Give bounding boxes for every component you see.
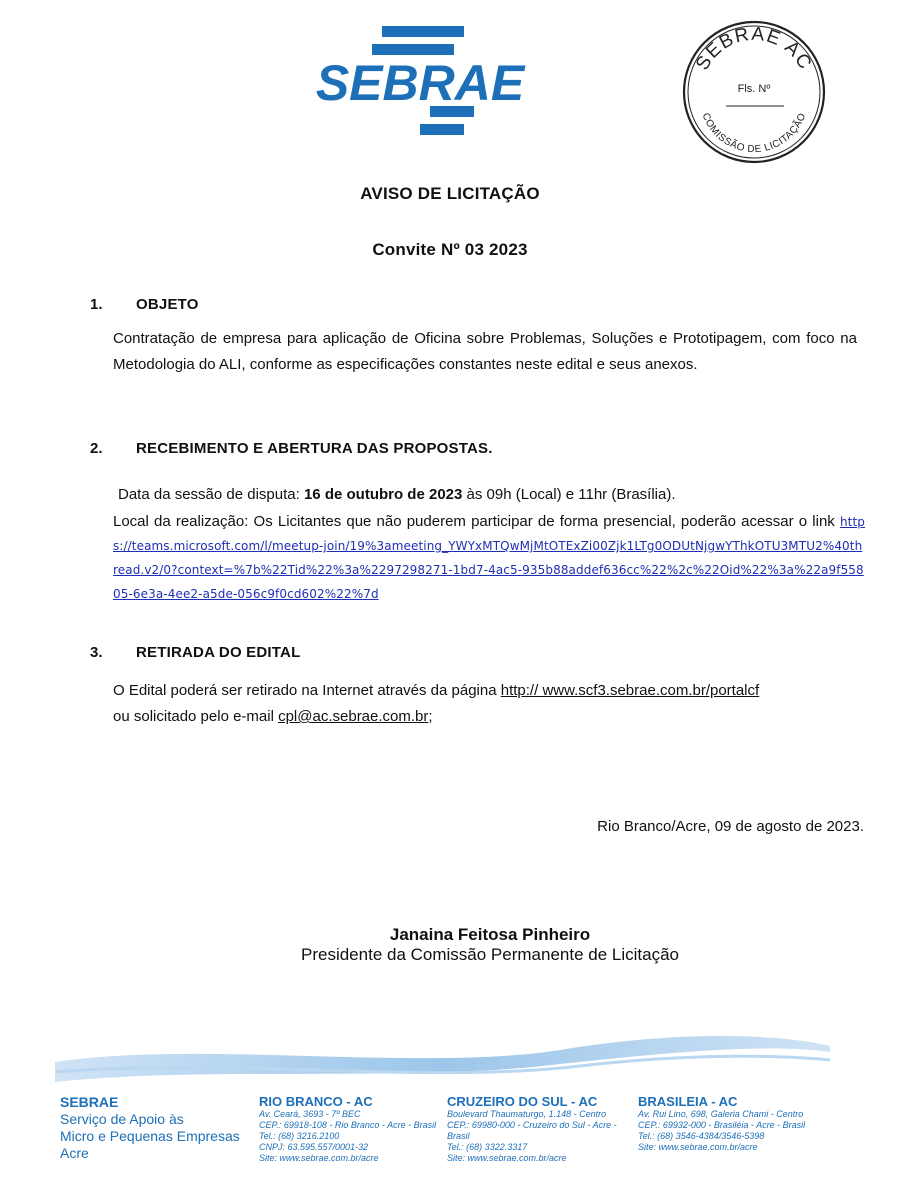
section-3-number: 3. [90,644,103,661]
edital-text-prefix: O Edital poderá ser retirado na Internet através da página [113,682,501,699]
footer-brand [60,1094,250,1162]
footer-office-brasileia [638,1094,838,1153]
footer-wave-decoration [0,1010,900,1100]
footer-brand-name: SEBRAE [60,1094,119,1110]
commission-stamp [680,18,828,166]
section-2-number: 2. [90,440,103,457]
office-line: Site: www.sebrae.com.br/acre [638,1142,758,1152]
footer-office-rio-branco [259,1094,439,1164]
document-title: AVISO DE LICITAÇÃO [360,184,540,203]
office-line: CEP.: 69918-108 - Rio Branco - Acre - Brasil [259,1120,437,1130]
section-1-number: 1. [90,296,103,313]
location-text: Local da realização: Os Licitantes que não puderem participar de forma presencial, poderão acessar o link [113,513,835,530]
contact-email[interactable]: cpl@ac.sebrae.com.br [278,708,429,725]
section-3-title: RETIRADA DO EDITAL [136,644,301,661]
footer-brand-line: Micro e Pequenas Empresas [60,1128,240,1144]
section-2-title: RECEBIMENTO E ABERTURA DAS PROPOSTAS. [136,440,493,457]
footer-brand-line: Acre [60,1145,89,1161]
svg-text:COMISSÃO DE LICITAÇÃO [700,111,809,155]
session-date-bold: 16 de outubro de 2023 [303,486,463,503]
edital-text-middle: ou solicitado pelo e-mail [113,708,279,725]
stamp-bottom-text: COMISSÃO DE LICITAÇÃO [699,111,809,156]
teams-meeting-link[interactable]: https://teams.microsoft.com/l/meetup-join/19%3ameeting_YWYxMTQwMjMtOTExZi00Zjk1LTg0ODUtNjgwYThkOTU3MTU2%40thread.v2/0?context=%7b%22Tid%22%3a%2297298271-1bd7-4ac5-935b88addef636cc%22%2c%22Oid%22%3a%22a9f55805-6e3a-4ee2-a5de-056c9f0cd602%22%7d [113,515,865,601]
section-1-title: OBJETO [136,296,199,313]
section-1-text: Contratação de empresa para aplicação de Oficina sobre Problemas, Soluções e Prototipagem, com foco na Metodologia do ALI, conforme as especificações constantes neste edital e seus anexos. [113,330,857,373]
footer-brand-line: Serviço de Apoio às [60,1111,184,1127]
sebrae-logo-text: SEBRAE [315,55,525,111]
session-date [118,482,868,508]
office-title: RIO BRANCO - AC [259,1094,373,1109]
office-line: Av. Rui Lino, 698, Galeria Chami - Centro [638,1109,804,1119]
session-date-prefix: Data da sessão de disputa: [118,486,304,503]
office-line: CEP.: 69980-000 - Cruzeiro do Sul - Acre - Brasil [447,1120,617,1141]
office-line: CEP.: 69932-000 - Brasiléia - Acre - Brasil [638,1120,806,1130]
section-3-text [113,678,883,730]
office-title: BRASILEIA - AC [638,1094,738,1109]
svg-text:SEBRAE AC [692,24,816,74]
edital-text-suffix: ; [428,708,433,725]
stamp-field-label: Fls. Nº [737,83,771,95]
session-date-suffix: às 09h (Local) e 11hr (Brasília). [462,486,676,503]
office-line: Tel.: (68) 3546-4384/3546-5398 [638,1131,765,1141]
signatory-name: Janaina Feitosa Pinheiro [389,925,591,944]
office-line: Av. Ceará, 3693 - 7º BEC [259,1109,361,1119]
office-line: Site: www.sebrae.com.br/acre [259,1153,379,1163]
stamp-top-text: SEBRAE AC [691,23,816,74]
sebrae-logo [300,22,540,142]
office-line: Tel.: (68) 3216.2100 [259,1131,340,1141]
footer-office-cruzeiro-do-sul [447,1094,637,1164]
office-line: Boulevard Thaumaturgo, 1.148 - Centro [447,1109,607,1119]
portal-url[interactable]: http:// www.scf3.sebrae.com.br/portalcf [500,682,760,699]
session-location [113,510,865,606]
office-title: CRUZEIRO DO SUL - AC [447,1094,598,1109]
office-line: Tel.: (68) 3322.3317 [447,1142,528,1152]
office-line: Site: www.sebrae.com.br/acre [447,1153,567,1163]
signatory-role: Presidente da Comissão Permanente de Licitação [301,945,679,964]
place-date: Rio Branco/Acre, 09 de agosto de 2023. [597,818,864,835]
office-line: CNPJ: 63.595.557/0001-32 [259,1142,369,1152]
document-subtitle: Convite Nº 03 2023 [372,240,528,259]
